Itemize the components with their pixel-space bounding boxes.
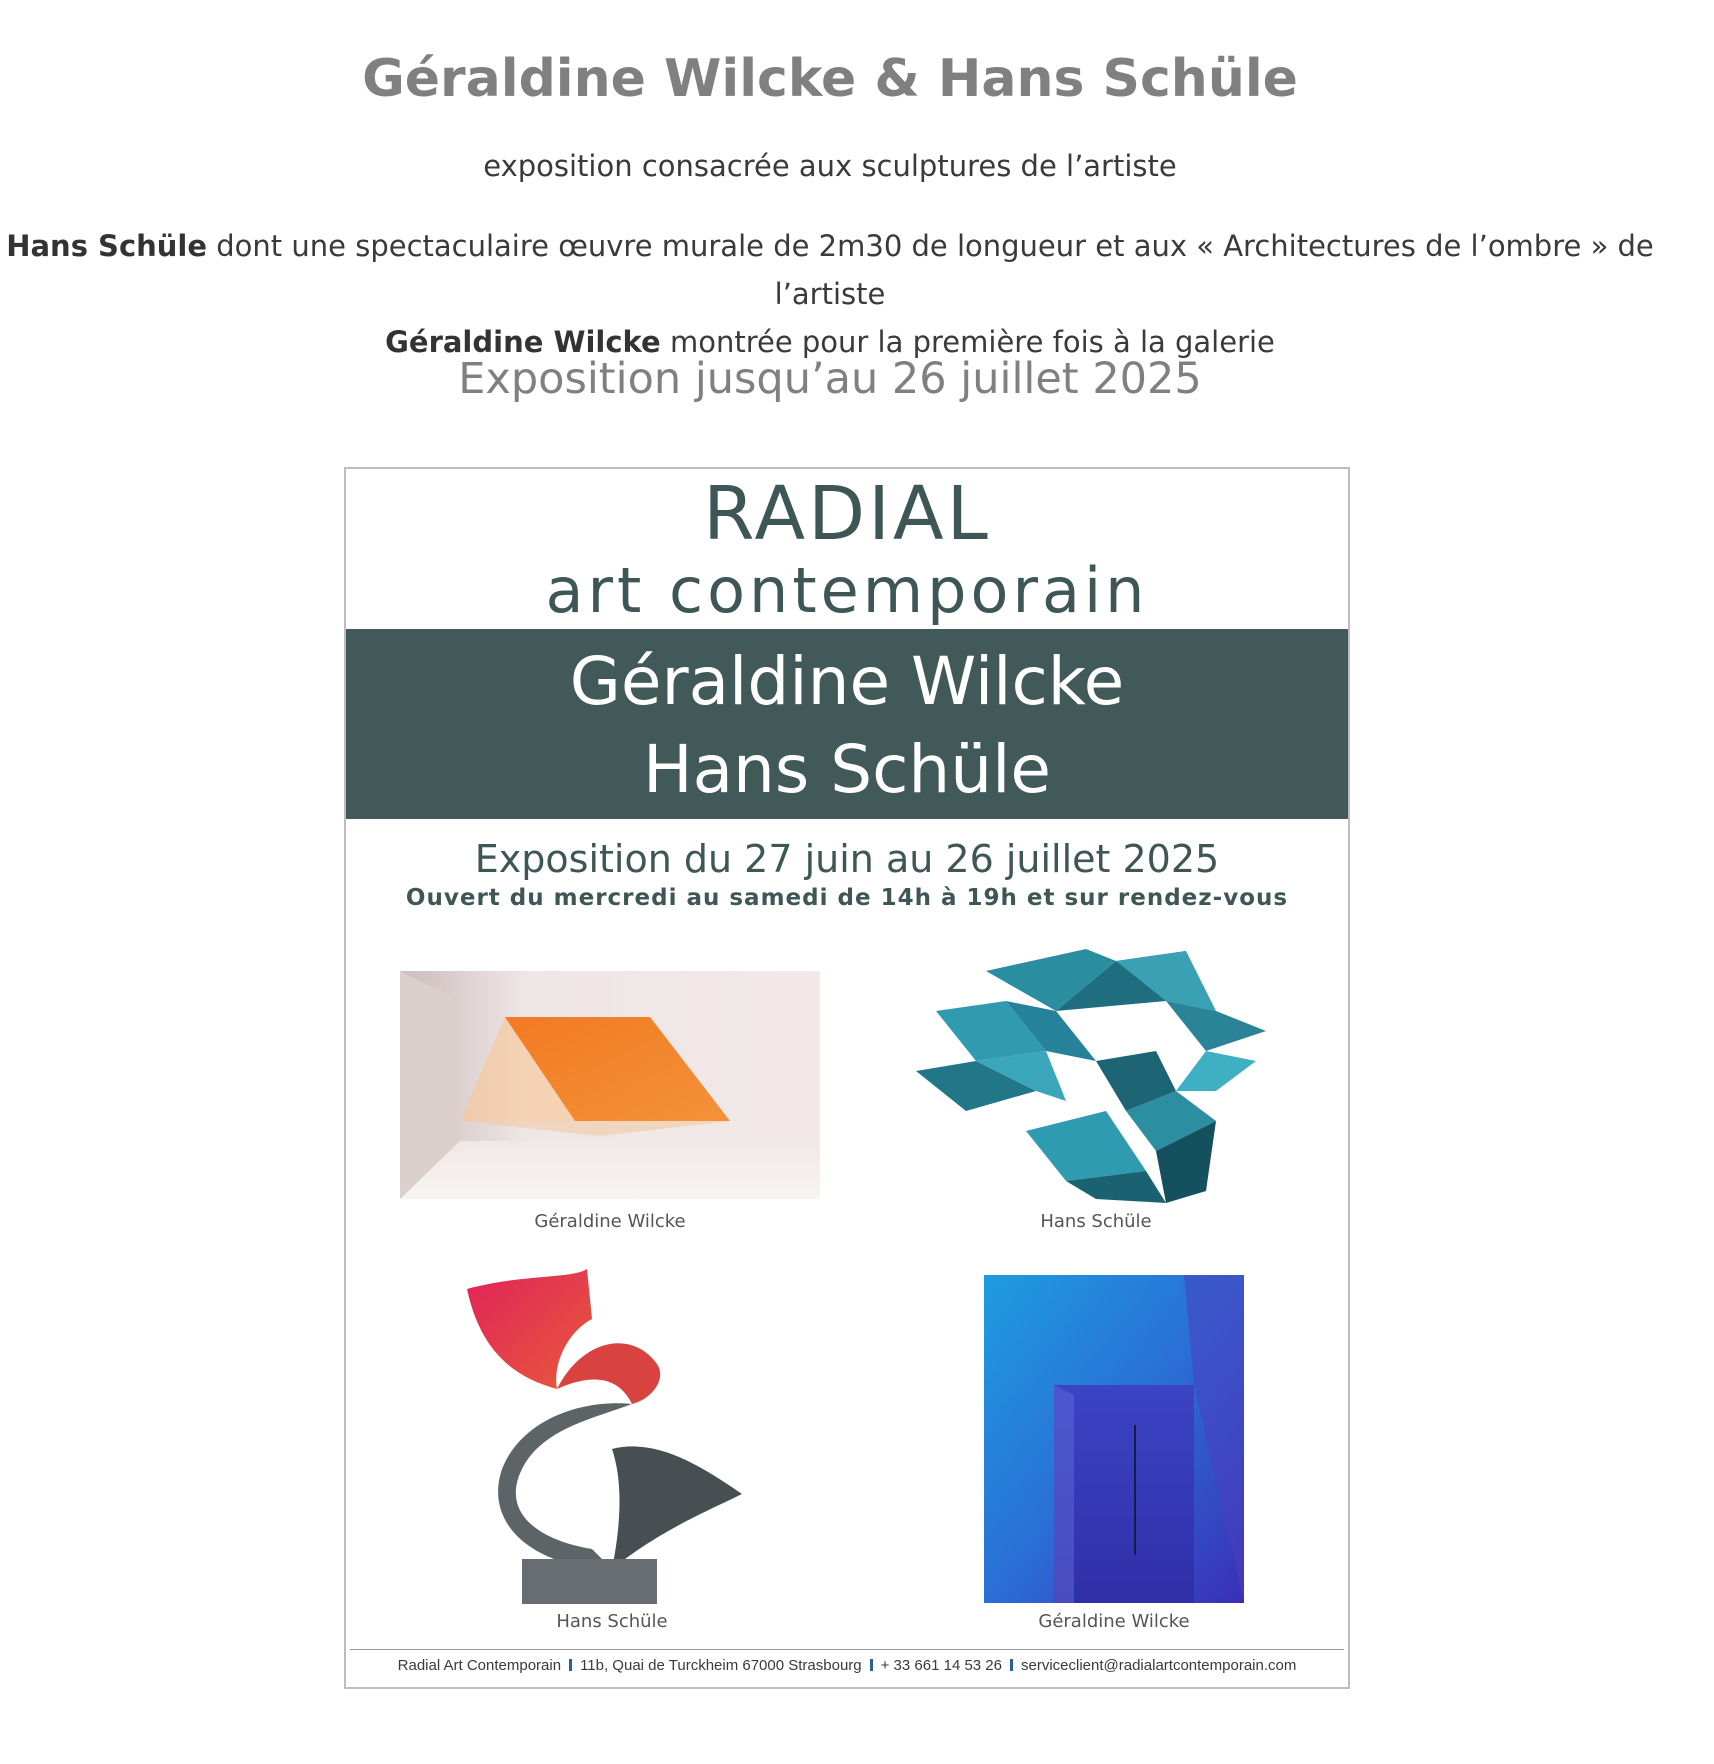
separator (569, 1659, 572, 1671)
poster-hours: Ouvert du mercredi au samedi de 14h à 19h et sur rendez-vous (405, 885, 1289, 911)
separator (1010, 1659, 1013, 1671)
page-title: Géraldine Wilcke & Hans Schüle (362, 49, 1298, 109)
description-text-2: montrée pour la première fois à la galerie (660, 325, 1275, 359)
poster-brand: RADIAL (703, 471, 991, 557)
footer-address: 11b, Quai de Turckheim 67000 Strasbourg (580, 1657, 862, 1674)
artwork-orange-plane (400, 971, 820, 1199)
artist-name-geraldine: Géraldine Wilcke (385, 325, 661, 359)
description-text-1: dont une spectaculaire œuvre murale de 2m30 de longueur et aux « Architectures de l’ombre » de l’artiste (207, 229, 1654, 311)
separator (870, 1659, 873, 1671)
poster-artist-band (346, 629, 1348, 819)
poster-dates: Exposition du 27 juin au 26 juillet 2025 (474, 837, 1220, 881)
artwork-blue-box (984, 1275, 1244, 1603)
footer-email: serviceclient@radialartcontemporain.com (1021, 1657, 1297, 1674)
footer-divider (350, 1649, 1344, 1650)
exhibition-poster (344, 467, 1350, 1689)
artwork-teal-folded (916, 941, 1276, 1203)
exhibition-description (0, 222, 1660, 366)
caption-artwork-3: Hans Schüle (556, 1611, 668, 1632)
poster-footer (346, 1655, 1348, 1677)
caption-artwork-1: Géraldine Wilcke (534, 1211, 686, 1232)
caption-artwork-2: Hans Schüle (1040, 1211, 1152, 1232)
footer-gallery-name: Radial Art Contemporain (397, 1657, 562, 1674)
page-subtitle: exposition consacrée aux sculptures de l’artiste (483, 149, 1177, 183)
poster-tagline: art contemporain (545, 554, 1149, 627)
footer-phone: + 33 661 14 53 26 (880, 1657, 1002, 1674)
artwork-red-ribbon (462, 1269, 762, 1609)
exhibition-dates: Exposition jusqu’au 26 juillet 2025 (458, 354, 1202, 404)
poster-artist-1: Géraldine Wilcke (569, 643, 1125, 720)
artist-name-hans: Hans Schüle (6, 229, 208, 263)
caption-artwork-4: Géraldine Wilcke (1038, 1611, 1190, 1632)
poster-artist-2: Hans Schüle (642, 731, 1052, 808)
